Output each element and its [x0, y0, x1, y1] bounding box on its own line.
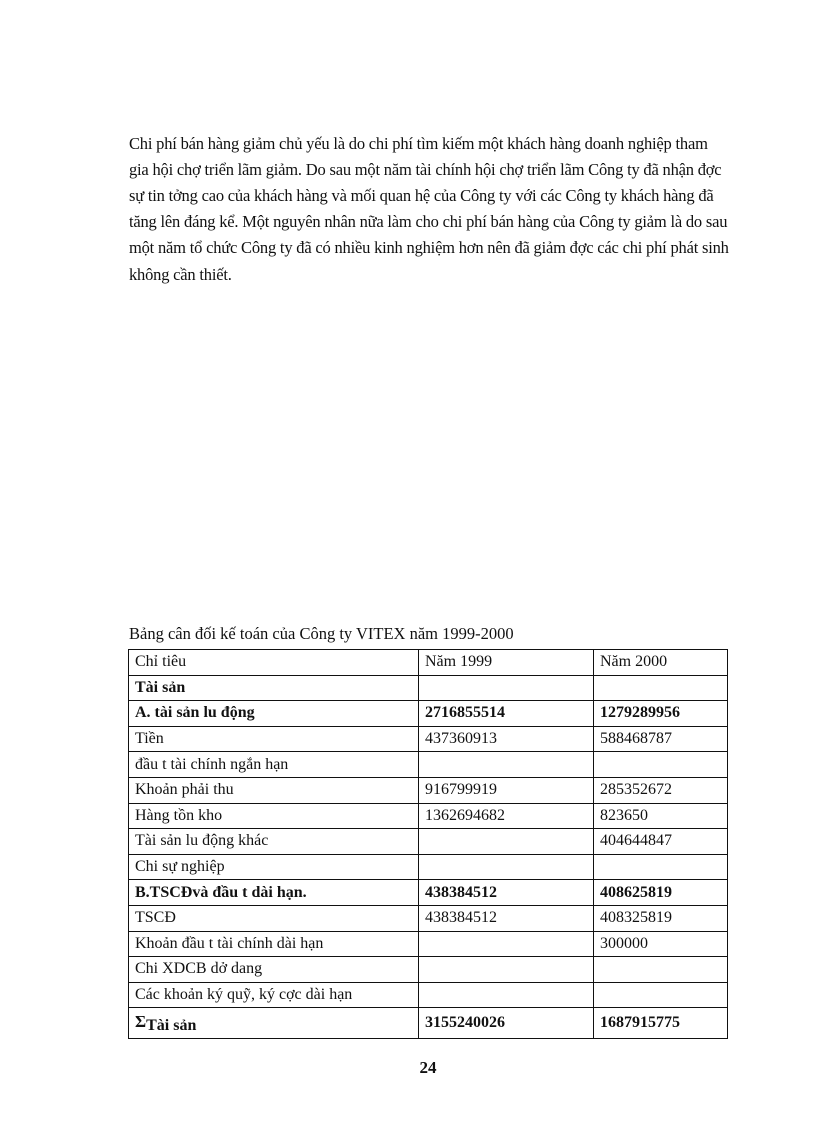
table-row: [129, 777, 728, 803]
row-value-1999: [419, 931, 594, 957]
row-value-2000: 408325819: [594, 905, 728, 931]
row-label: Tài sản: [146, 1016, 197, 1034]
table-row: [129, 982, 728, 1008]
row-value-2000: 285352672: [594, 777, 728, 803]
table-total-row: [129, 1008, 728, 1039]
row-value-1999: 3155240026: [419, 1008, 594, 1039]
row-value-2000: 588468787: [594, 726, 728, 752]
row-value-1999: 438384512: [419, 880, 594, 906]
row-label: Chi XDCB dở dang: [129, 957, 419, 983]
sigma-icon: Σ: [135, 1011, 147, 1031]
table-row: [129, 931, 728, 957]
row-label: Các khoản ký quỹ, ký cợc dài hạn: [129, 982, 419, 1008]
row-value-2000: [594, 675, 728, 701]
row-label: Hàng tồn kho: [129, 803, 419, 829]
row-value-2000: 1279289956: [594, 701, 728, 727]
row-label: Tiền: [129, 726, 419, 752]
row-label: TSCĐ: [129, 905, 419, 931]
table-row: [129, 829, 728, 855]
row-value-2000: 404644847: [594, 829, 728, 855]
table-row: [129, 905, 728, 931]
row-label: Tài sản: [129, 675, 419, 701]
row-value-1999: [419, 752, 594, 778]
row-label: Khoản đầu t tài chính dài hạn: [129, 931, 419, 957]
page-number: 24: [419, 1058, 437, 1077]
row-value-2000: [594, 854, 728, 880]
row-value-1999: [419, 854, 594, 880]
row-value-2000: [594, 957, 728, 983]
header-1999: Năm 1999: [419, 650, 594, 676]
table-row: [129, 803, 728, 829]
table-row: [129, 701, 728, 727]
row-value-2000: [594, 752, 728, 778]
header-indicator: Chỉ tiêu: [129, 650, 419, 676]
row-value-1999: [419, 829, 594, 855]
row-value-2000: 823650: [594, 803, 728, 829]
table-header-row: [129, 650, 728, 676]
row-label: Tài sản lu động khác: [129, 829, 419, 855]
table-row: [129, 957, 728, 983]
row-label: Chi sự nghiệp: [129, 854, 419, 880]
row-value-1999: 438384512: [419, 905, 594, 931]
row-value-2000: [594, 982, 728, 1008]
row-value-1999: 437360913: [419, 726, 594, 752]
table-row: [129, 726, 728, 752]
row-label: Khoản phải thu: [129, 777, 419, 803]
row-value-1999: [419, 957, 594, 983]
row-value-2000: 300000: [594, 931, 728, 957]
row-value-1999: [419, 675, 594, 701]
row-value-2000: 1687915775: [594, 1008, 728, 1039]
row-value-1999: 916799919: [419, 777, 594, 803]
row-value-1999: [419, 982, 594, 1008]
total-label-cell: [129, 1008, 419, 1039]
row-label: A. tài sản lu động: [129, 701, 419, 727]
row-label: đầu t tài chính ngắn hạn: [129, 752, 419, 778]
table-row: [129, 880, 728, 906]
row-label: B.TSCĐvà đầu t dài hạn.: [129, 880, 419, 906]
row-value-1999: 1362694682: [419, 803, 594, 829]
header-2000: Năm 2000: [594, 650, 728, 676]
table-caption: Bảng cân đối kế toán của Công ty VITEX năm 1999-2000: [129, 624, 514, 643]
table-row: [129, 854, 728, 880]
table-row: [129, 752, 728, 778]
row-value-2000: 408625819: [594, 880, 728, 906]
body-paragraph: Chi phí bán hàng giảm chủ yếu là do chi phí tìm kiếm một khách hàng doanh nghiệp tham gia hội chợ triển lãm giảm. Do sau một năm tài chính hội chợ triển lãm Công ty đã nhận đợc sự tin tởng cao của khách hàng và mối quan hệ của Công ty với các Công ty khách hàng đã tăng lên đáng kể. Một nguyên nhân nữa làm cho chi phí bán hàng của Công ty giảm là do sau một năm tổ chức Công ty đã có nhiều kinh nghiệm hơn nên đã giảm đợc các chi phí phát sinh không cần thiết.: [129, 133, 729, 284]
balance-sheet-table: [128, 649, 728, 1039]
row-value-1999: 2716855514: [419, 701, 594, 727]
table-row: [129, 675, 728, 701]
